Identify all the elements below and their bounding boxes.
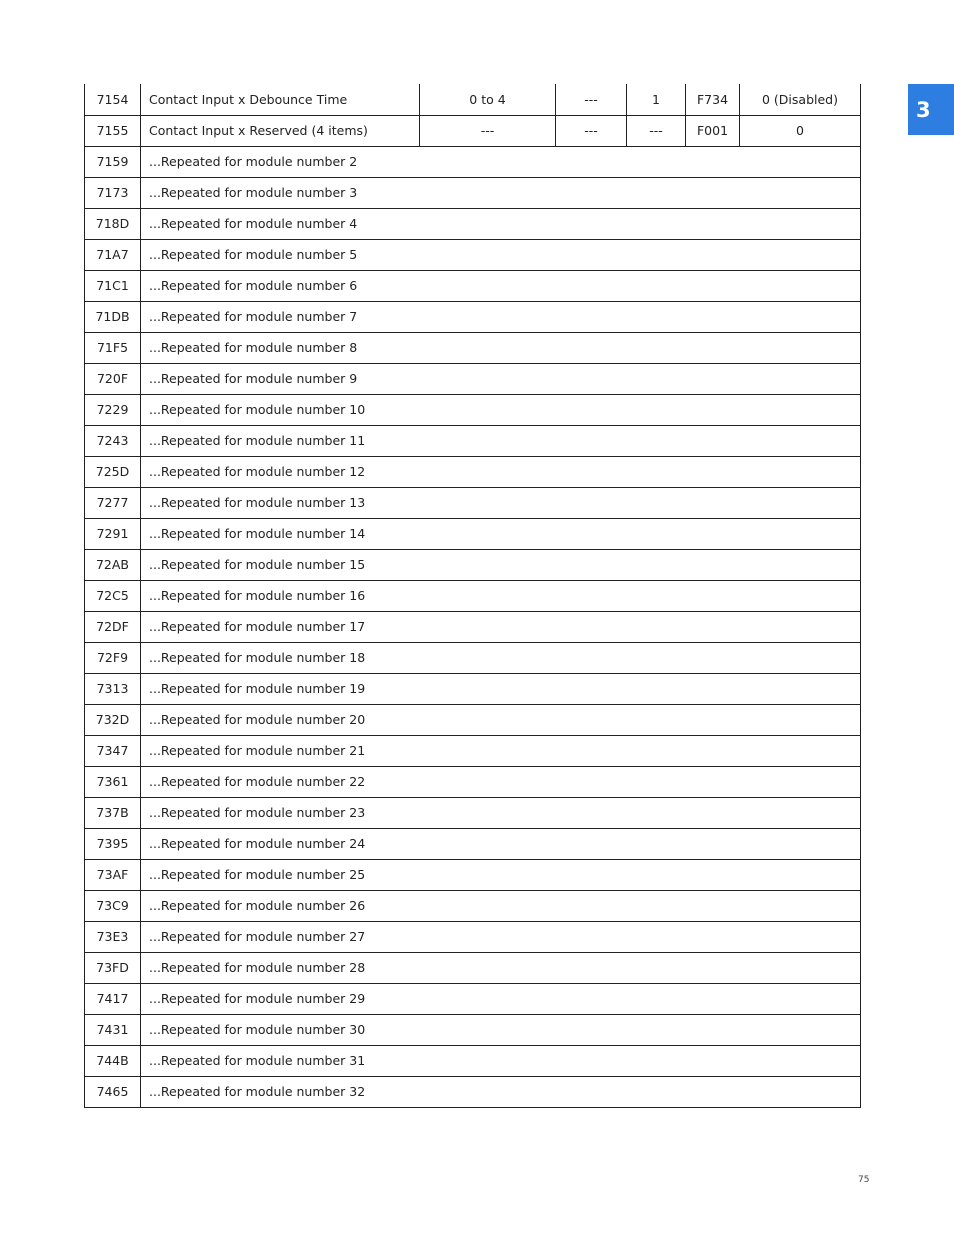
description-cell: ...Repeated for module number 4 [141, 208, 861, 239]
table-row [85, 332, 861, 363]
description-cell: ...Repeated for module number 21 [141, 735, 861, 766]
address-cell: 7229 [85, 394, 141, 425]
address-cell: 72DF [85, 611, 141, 642]
range-cell: 0 to 4 [420, 84, 556, 115]
table-row [85, 704, 861, 735]
table-row [85, 828, 861, 859]
address-cell: 73E3 [85, 921, 141, 952]
page-number: 75 [858, 1175, 870, 1185]
address-cell: 737B [85, 797, 141, 828]
units-cell: --- [556, 115, 627, 146]
address-cell: 72AB [85, 549, 141, 580]
address-cell: 7417 [85, 983, 141, 1014]
table-row [85, 921, 861, 952]
range-cell: --- [420, 115, 556, 146]
description-cell: Contact Input x Debounce Time [141, 84, 420, 115]
table-row [85, 239, 861, 270]
address-cell: 7347 [85, 735, 141, 766]
description-cell: ...Repeated for module number 24 [141, 828, 861, 859]
description-cell: ...Repeated for module number 32 [141, 1076, 861, 1107]
table-row [85, 177, 861, 208]
description-cell: ...Repeated for module number 20 [141, 704, 861, 735]
description-cell: ...Repeated for module number 2 [141, 146, 861, 177]
address-cell: 732D [85, 704, 141, 735]
address-cell: 7173 [85, 177, 141, 208]
description-cell: ...Repeated for module number 17 [141, 611, 861, 642]
table-body [85, 84, 861, 1107]
table-row [85, 983, 861, 1014]
format-cell: F001 [686, 115, 740, 146]
step-cell: 1 [627, 84, 686, 115]
table-row [85, 611, 861, 642]
description-cell: ...Repeated for module number 26 [141, 890, 861, 921]
description-cell: ...Repeated for module number 8 [141, 332, 861, 363]
description-cell: ...Repeated for module number 3 [141, 177, 861, 208]
table-row [85, 1076, 861, 1107]
table-row [85, 797, 861, 828]
address-cell: 7313 [85, 673, 141, 704]
address-cell: 720F [85, 363, 141, 394]
modbus-memory-map-table [84, 84, 861, 1108]
address-cell: 7159 [85, 146, 141, 177]
description-cell: ...Repeated for module number 13 [141, 487, 861, 518]
address-cell: 7155 [85, 115, 141, 146]
description-cell: ...Repeated for module number 7 [141, 301, 861, 332]
description-cell: ...Repeated for module number 6 [141, 270, 861, 301]
table-row [85, 487, 861, 518]
address-cell: 7154 [85, 84, 141, 115]
description-cell: ...Repeated for module number 15 [141, 549, 861, 580]
description-cell: ...Repeated for module number 28 [141, 952, 861, 983]
address-cell: 744B [85, 1045, 141, 1076]
table-row [85, 766, 861, 797]
table-row [85, 425, 861, 456]
description-cell: ...Repeated for module number 10 [141, 394, 861, 425]
table-row [85, 270, 861, 301]
units-cell: --- [556, 84, 627, 115]
address-cell: 71C1 [85, 270, 141, 301]
address-cell: 7291 [85, 518, 141, 549]
description-cell: ...Repeated for module number 11 [141, 425, 861, 456]
address-cell: 73FD [85, 952, 141, 983]
table-row [85, 735, 861, 766]
default-cell: 0 (Disabled) [740, 84, 861, 115]
description-cell: ...Repeated for module number 16 [141, 580, 861, 611]
address-cell: 7395 [85, 828, 141, 859]
address-cell: 72C5 [85, 580, 141, 611]
address-cell: 71A7 [85, 239, 141, 270]
address-cell: 73AF [85, 859, 141, 890]
table-row [85, 363, 861, 394]
table-row [85, 642, 861, 673]
address-cell: 7277 [85, 487, 141, 518]
table-row [85, 84, 861, 115]
table-row [85, 859, 861, 890]
table-row [85, 456, 861, 487]
default-cell: 0 [740, 115, 861, 146]
table-row [85, 208, 861, 239]
description-cell: ...Repeated for module number 31 [141, 1045, 861, 1076]
table-row [85, 952, 861, 983]
step-cell: --- [627, 115, 686, 146]
description-cell: ...Repeated for module number 19 [141, 673, 861, 704]
address-cell: 725D [85, 456, 141, 487]
table-row [85, 394, 861, 425]
table-row [85, 1014, 861, 1045]
section-tab: 3 [908, 84, 954, 135]
table-row [85, 146, 861, 177]
description-cell: ...Repeated for module number 25 [141, 859, 861, 890]
table-row [85, 673, 861, 704]
description-cell: ...Repeated for module number 9 [141, 363, 861, 394]
description-cell: Contact Input x Reserved (4 items) [141, 115, 420, 146]
description-cell: ...Repeated for module number 14 [141, 518, 861, 549]
address-cell: 7465 [85, 1076, 141, 1107]
address-cell: 72F9 [85, 642, 141, 673]
table-row [85, 549, 861, 580]
address-cell: 73C9 [85, 890, 141, 921]
address-cell: 7361 [85, 766, 141, 797]
address-cell: 718D [85, 208, 141, 239]
table-row [85, 518, 861, 549]
table-row [85, 580, 861, 611]
address-cell: 7243 [85, 425, 141, 456]
description-cell: ...Repeated for module number 5 [141, 239, 861, 270]
address-cell: 71DB [85, 301, 141, 332]
description-cell: ...Repeated for module number 30 [141, 1014, 861, 1045]
table-row [85, 115, 861, 146]
format-cell: F734 [686, 84, 740, 115]
table-row [85, 1045, 861, 1076]
table-row [85, 890, 861, 921]
address-cell: 7431 [85, 1014, 141, 1045]
address-cell: 71F5 [85, 332, 141, 363]
description-cell: ...Repeated for module number 29 [141, 983, 861, 1014]
description-cell: ...Repeated for module number 18 [141, 642, 861, 673]
description-cell: ...Repeated for module number 23 [141, 797, 861, 828]
description-cell: ...Repeated for module number 22 [141, 766, 861, 797]
table-row [85, 301, 861, 332]
description-cell: ...Repeated for module number 12 [141, 456, 861, 487]
description-cell: ...Repeated for module number 27 [141, 921, 861, 952]
